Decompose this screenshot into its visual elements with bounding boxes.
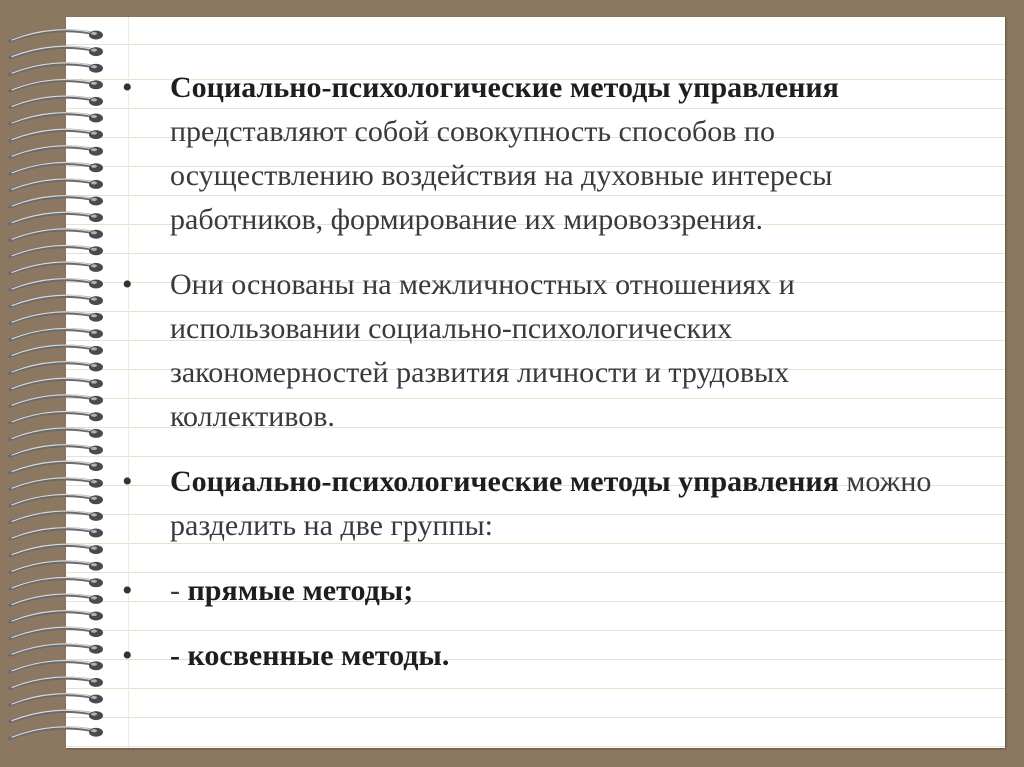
bold-term: прямые методы;: [187, 574, 414, 607]
bullet: •: [122, 71, 133, 104]
bullet-list: [122, 66, 952, 699]
bullet: •: [122, 574, 133, 607]
item-text: Они основаны на межличностных отношениях и использовании социально-психологических закономерностей развития личности и трудовых коллективов.: [170, 268, 795, 433]
bold-term: Социально-психологические методы управления: [170, 465, 839, 498]
dash: -: [170, 574, 180, 607]
item-text: представляют собой совокупность способов по осуществлению воздействия на духовные интересы работников, формирование их мировоззрения.: [170, 115, 833, 236]
list-item-basis: [122, 263, 952, 439]
bold-term: Социально-психологические методы управления: [170, 71, 839, 104]
item-text: можно разделить на две группы:: [170, 465, 932, 542]
list-item-indirect-methods: [122, 634, 952, 678]
bullet: •: [122, 465, 133, 498]
list-item-groups: [122, 460, 952, 548]
bullet: •: [122, 268, 133, 301]
spiral-binding-icon: [0, 0, 120, 767]
list-item-definition: [122, 66, 952, 242]
bullet: •: [122, 639, 133, 672]
list-item-direct-methods: [122, 569, 952, 613]
bold-term: - косвенные методы.: [170, 639, 450, 672]
